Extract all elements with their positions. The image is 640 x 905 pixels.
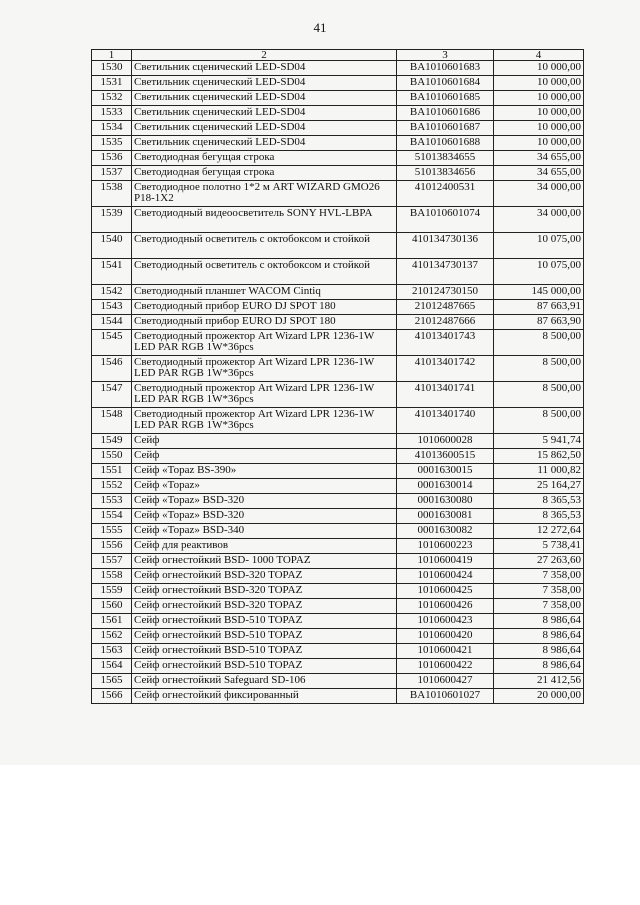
inventory-code-cell: 1010600426 (397, 599, 494, 614)
row-number-cell: 1544 (92, 315, 132, 330)
row-number-cell: 1564 (92, 659, 132, 674)
item-name-cell: Светодиодный прибор EURO DJ SPOT 180 (132, 315, 397, 330)
price-cell: 10 000,00 (494, 61, 584, 76)
inventory-code-cell: 41012400531 (397, 181, 494, 207)
price-cell: 21 412,56 (494, 674, 584, 689)
price-cell: 10 000,00 (494, 136, 584, 151)
inventory-code-cell: BA1010601684 (397, 76, 494, 91)
row-number-cell: 1558 (92, 569, 132, 584)
item-name-cell: Светодиодная бегущая строка (132, 151, 397, 166)
price-cell: 10 075,00 (494, 233, 584, 259)
inventory-code-cell: 1010600028 (397, 434, 494, 449)
row-number-cell: 1553 (92, 494, 132, 509)
row-number-cell: 1565 (92, 674, 132, 689)
row-number-cell: 1545 (92, 330, 132, 356)
table-row (92, 569, 584, 584)
inventory-code-cell: 41013401742 (397, 356, 494, 382)
inventory-code-cell: 21012487666 (397, 315, 494, 330)
table-row (92, 408, 584, 434)
table-header-row (92, 50, 584, 61)
inventory-code-cell: BA1010601687 (397, 121, 494, 136)
item-name-cell: Светодиодный осветитель с октобоксом и стойкой (132, 259, 397, 285)
item-name-cell: Светодиодный прожектор Art Wizard LPR 1236-1W LED PAR RGB 1W*36pcs (132, 356, 397, 382)
row-number-cell: 1541 (92, 259, 132, 285)
row-number-cell: 1531 (92, 76, 132, 91)
inventory-code-cell: BA1010601685 (397, 91, 494, 106)
table-row (92, 539, 584, 554)
row-number-cell: 1552 (92, 479, 132, 494)
inventory-code-cell: 1010600419 (397, 554, 494, 569)
table-row (92, 509, 584, 524)
item-name-cell: Сейф «Topaz BS-390» (132, 464, 397, 479)
price-cell: 25 164,27 (494, 479, 584, 494)
column-header: 3 (397, 50, 494, 61)
price-cell: 7 358,00 (494, 599, 584, 614)
price-cell: 11 000,82 (494, 464, 584, 479)
price-cell: 8 500,00 (494, 382, 584, 408)
item-name-cell: Сейф (132, 449, 397, 464)
inventory-code-cell: 41013401740 (397, 408, 494, 434)
price-cell: 12 272,64 (494, 524, 584, 539)
table-row (92, 330, 584, 356)
table-row (92, 151, 584, 166)
inventory-code-cell: 0001630015 (397, 464, 494, 479)
price-cell: 15 862,50 (494, 449, 584, 464)
inventory-code-cell: 0001630080 (397, 494, 494, 509)
item-name-cell: Сейф огнестойкий BSD-510 TOPAZ (132, 659, 397, 674)
table-row (92, 614, 584, 629)
price-cell: 7 358,00 (494, 584, 584, 599)
inventory-code-cell: 1010600424 (397, 569, 494, 584)
item-name-cell: Сейф огнестойкий Safeguard SD-106 (132, 674, 397, 689)
item-name-cell: Светильник сценический LED-SD04 (132, 106, 397, 121)
price-cell: 34 000,00 (494, 207, 584, 233)
column-header: 2 (132, 50, 397, 61)
price-cell: 8 500,00 (494, 330, 584, 356)
row-number-cell: 1532 (92, 91, 132, 106)
table-row (92, 166, 584, 181)
row-number-cell: 1543 (92, 300, 132, 315)
row-number-cell: 1538 (92, 181, 132, 207)
table-row (92, 629, 584, 644)
price-cell: 8 986,64 (494, 644, 584, 659)
item-name-cell: Светильник сценический LED-SD04 (132, 121, 397, 136)
table-row (92, 524, 584, 539)
row-number-cell: 1566 (92, 689, 132, 704)
item-name-cell: Светильник сценический LED-SD04 (132, 76, 397, 91)
row-number-cell: 1560 (92, 599, 132, 614)
price-cell: 7 358,00 (494, 569, 584, 584)
inventory-code-cell: 0001630081 (397, 509, 494, 524)
item-name-cell: Светильник сценический LED-SD04 (132, 91, 397, 106)
inventory-code-cell: 410134730137 (397, 259, 494, 285)
item-name-cell: Сейф «Topaz» BSD-320 (132, 494, 397, 509)
table-row (92, 554, 584, 569)
row-number-cell: 1555 (92, 524, 132, 539)
item-name-cell: Сейф огнестойкий BSD-320 TOPAZ (132, 599, 397, 614)
price-cell: 87 663,91 (494, 300, 584, 315)
price-cell: 27 263,60 (494, 554, 584, 569)
row-number-cell: 1539 (92, 207, 132, 233)
table-row (92, 106, 584, 121)
item-name-cell: Светодиодный прожектор Art Wizard LPR 1236-1W LED PAR RGB 1W*36pcs (132, 408, 397, 434)
price-cell: 5 941,74 (494, 434, 584, 449)
item-name-cell: Сейф «Topaz» BSD-340 (132, 524, 397, 539)
inventory-code-cell: 1010600423 (397, 614, 494, 629)
item-name-cell: Светодиодный прибор EURO DJ SPOT 180 (132, 300, 397, 315)
page-number: 41 (313, 20, 327, 35)
table-row (92, 644, 584, 659)
inventory-code-cell: 1010600223 (397, 539, 494, 554)
item-name-cell: Сейф огнестойкий BSD- 1000 TOPAZ (132, 554, 397, 569)
inventory-code-cell: 1010600427 (397, 674, 494, 689)
price-cell: 10 000,00 (494, 91, 584, 106)
inventory-code-cell: 210124730150 (397, 285, 494, 300)
table-row (92, 300, 584, 315)
column-header: 1 (92, 50, 132, 61)
inventory-code-cell: BA1010601027 (397, 689, 494, 704)
table-row (92, 233, 584, 259)
row-number-cell: 1561 (92, 614, 132, 629)
row-number-cell: 1546 (92, 356, 132, 382)
row-number-cell: 1549 (92, 434, 132, 449)
item-name-cell: Сейф для реактивов (132, 539, 397, 554)
item-name-cell: Светодиодный планшет WACOM Cintiq (132, 285, 397, 300)
inventory-code-cell: 1010600420 (397, 629, 494, 644)
price-cell: 8 500,00 (494, 356, 584, 382)
price-cell: 145 000,00 (494, 285, 584, 300)
inventory-code-cell: 51013834656 (397, 166, 494, 181)
row-number-cell: 1562 (92, 629, 132, 644)
table-row (92, 689, 584, 704)
table-row (92, 584, 584, 599)
item-name-cell: Сейф «Topaz» (132, 479, 397, 494)
price-cell: 20 000,00 (494, 689, 584, 704)
table-row (92, 315, 584, 330)
inventory-code-cell: 0001630014 (397, 479, 494, 494)
price-cell: 10 000,00 (494, 76, 584, 91)
inventory-code-cell: 41013600515 (397, 449, 494, 464)
table-row (92, 464, 584, 479)
table-row (92, 207, 584, 233)
row-number-cell: 1537 (92, 166, 132, 181)
table-row (92, 659, 584, 674)
item-name-cell: Светильник сценический LED-SD04 (132, 61, 397, 76)
price-cell: 8 986,64 (494, 614, 584, 629)
row-number-cell: 1554 (92, 509, 132, 524)
table-row (92, 434, 584, 449)
item-name-cell: Светильник сценический LED-SD04 (132, 136, 397, 151)
price-cell: 34 655,00 (494, 166, 584, 181)
item-name-cell: Светодиодная бегущая строка (132, 166, 397, 181)
row-number-cell: 1563 (92, 644, 132, 659)
table-row (92, 91, 584, 106)
inventory-code-cell: 1010600422 (397, 659, 494, 674)
item-name-cell: Светодиодный прожектор Art Wizard LPR 1236-1W LED PAR RGB 1W*36pcs (132, 330, 397, 356)
table-row (92, 479, 584, 494)
row-number-cell: 1535 (92, 136, 132, 151)
inventory-code-cell: 41013401743 (397, 330, 494, 356)
item-name-cell: Сейф огнестойкий BSD-320 TOPAZ (132, 569, 397, 584)
table-body (92, 61, 584, 704)
table-row (92, 382, 584, 408)
inventory-code-cell: BA1010601688 (397, 136, 494, 151)
table-row (92, 674, 584, 689)
item-name-cell: Сейф огнестойкий BSD-510 TOPAZ (132, 614, 397, 629)
item-name-cell: Сейф огнестойкий BSD-510 TOPAZ (132, 644, 397, 659)
table-row (92, 61, 584, 76)
inventory-code-cell: BA1010601686 (397, 106, 494, 121)
price-cell: 34 000,00 (494, 181, 584, 207)
item-name-cell: Светодиодное полотно 1*2 м ART WIZARD GMO26 P18-1X2 (132, 181, 397, 207)
row-number-cell: 1540 (92, 233, 132, 259)
price-cell: 10 000,00 (494, 106, 584, 121)
row-number-cell: 1534 (92, 121, 132, 136)
price-cell: 8 500,00 (494, 408, 584, 434)
table-row (92, 356, 584, 382)
inventory-code-cell: BA1010601683 (397, 61, 494, 76)
row-number-cell: 1551 (92, 464, 132, 479)
item-name-cell: Светодиодный видеоосветитель SONY HVL-LBPA (132, 207, 397, 233)
table-row (92, 449, 584, 464)
table-row (92, 259, 584, 285)
inventory-code-cell: 1010600421 (397, 644, 494, 659)
inventory-code-cell: 0001630082 (397, 524, 494, 539)
row-number-cell: 1550 (92, 449, 132, 464)
table-row (92, 599, 584, 614)
price-cell: 10 000,00 (494, 121, 584, 136)
price-cell: 5 738,41 (494, 539, 584, 554)
inventory-code-cell: 21012487665 (397, 300, 494, 315)
price-cell: 8 365,53 (494, 509, 584, 524)
table-row (92, 494, 584, 509)
inventory-code-cell: 1010600425 (397, 584, 494, 599)
item-name-cell: Сейф «Topaz» BSD-320 (132, 509, 397, 524)
price-cell: 34 655,00 (494, 151, 584, 166)
item-name-cell: Сейф (132, 434, 397, 449)
row-number-cell: 1536 (92, 151, 132, 166)
price-cell: 8 986,64 (494, 659, 584, 674)
row-number-cell: 1557 (92, 554, 132, 569)
row-number-cell: 1556 (92, 539, 132, 554)
table-row (92, 121, 584, 136)
item-name-cell: Сейф огнестойкий BSD-510 TOPAZ (132, 629, 397, 644)
price-cell: 87 663,90 (494, 315, 584, 330)
inventory-code-cell: 51013834655 (397, 151, 494, 166)
row-number-cell: 1548 (92, 408, 132, 434)
row-number-cell: 1559 (92, 584, 132, 599)
inventory-code-cell: BA1010601074 (397, 207, 494, 233)
inventory-code-cell: 41013401741 (397, 382, 494, 408)
inventory-table (91, 49, 584, 704)
row-number-cell: 1542 (92, 285, 132, 300)
price-cell: 10 075,00 (494, 259, 584, 285)
price-cell: 8 365,53 (494, 494, 584, 509)
table-row (92, 285, 584, 300)
price-cell: 8 986,64 (494, 629, 584, 644)
column-header: 4 (494, 50, 584, 61)
item-name-cell: Сейф огнестойкий BSD-320 TOPAZ (132, 584, 397, 599)
inventory-code-cell: 410134730136 (397, 233, 494, 259)
table-row (92, 76, 584, 91)
item-name-cell: Светодиодный прожектор Art Wizard LPR 1236-1W LED PAR RGB 1W*36pcs (132, 382, 397, 408)
item-name-cell: Сейф огнестойкий фиксированный (132, 689, 397, 704)
row-number-cell: 1547 (92, 382, 132, 408)
table-row (92, 136, 584, 151)
row-number-cell: 1533 (92, 106, 132, 121)
item-name-cell: Светодиодный осветитель с октобоксом и стойкой (132, 233, 397, 259)
row-number-cell: 1530 (92, 61, 132, 76)
table-row (92, 181, 584, 207)
